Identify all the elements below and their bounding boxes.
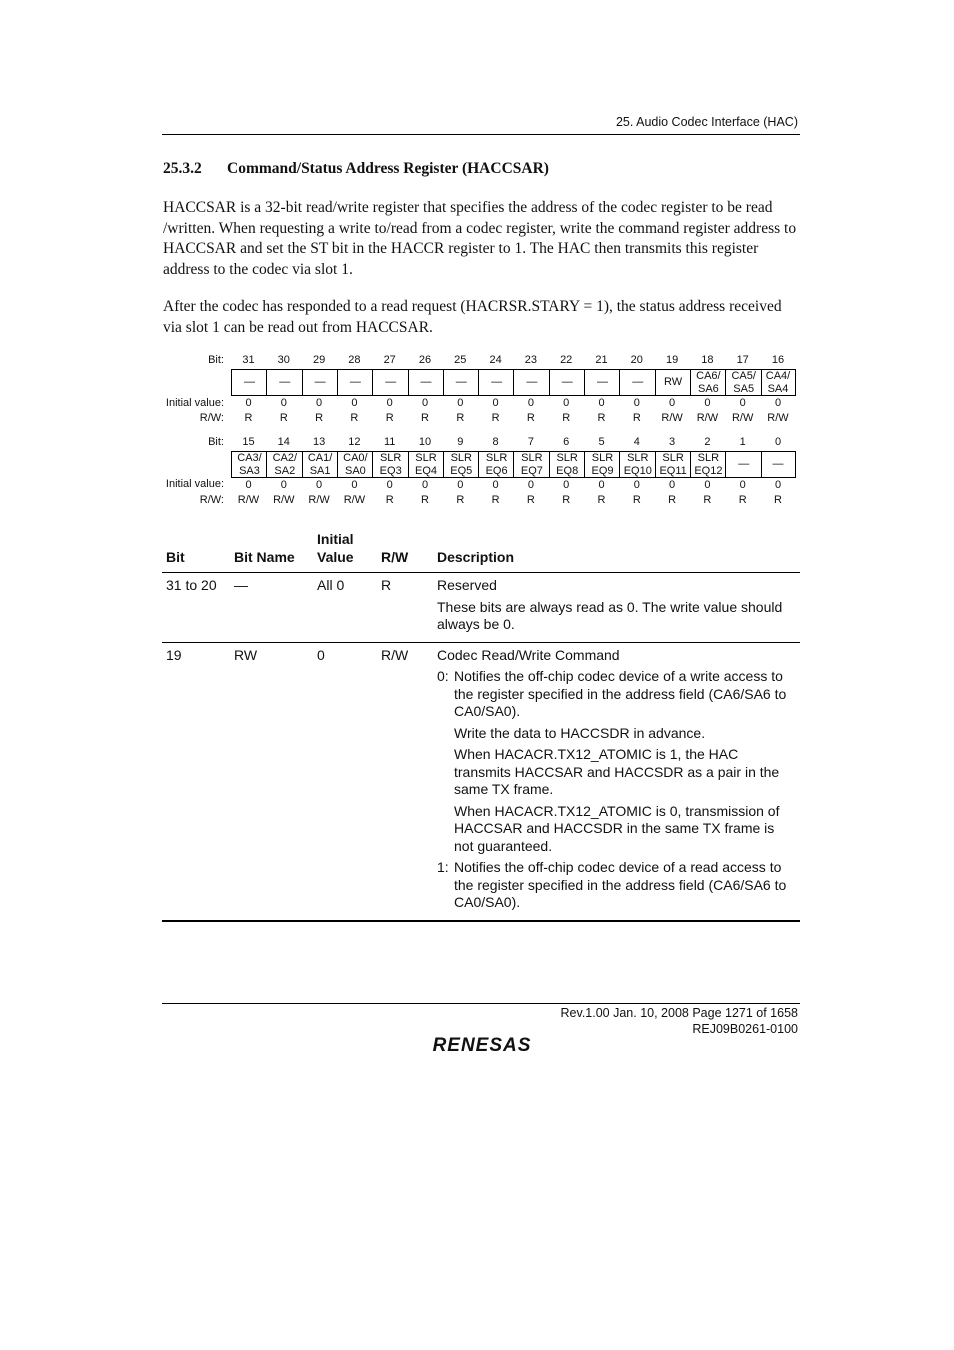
bit-number: 9 bbox=[457, 436, 464, 448]
bit-number: 22 bbox=[560, 354, 573, 366]
initial-value: 0 bbox=[739, 397, 746, 409]
description-item-0 bbox=[437, 668, 796, 721]
description-note: These bits are always read as 0. The write value should always be 0. bbox=[437, 598, 783, 632]
rw-attribute: R bbox=[244, 412, 253, 424]
rw-attribute: R/W bbox=[308, 494, 330, 506]
bit-name-cell: CA4/ SA4 bbox=[761, 369, 796, 396]
initial-value: 0 bbox=[527, 479, 534, 491]
initial-value: 0 bbox=[421, 479, 429, 491]
bit-name-cell: SLR EQ9 bbox=[584, 451, 620, 478]
bit-number: 28 bbox=[348, 354, 361, 366]
bit-name-cell: SLR EQ11 bbox=[655, 451, 691, 478]
intro-paragraph: HACCSAR is a 32-bit read/write register that specifies the address of the codec register to be read /written. When requesting a write to/read from a codec register, write the command register address to HACCSAR and set the ST bit in the HACCR register to 1. The HAC then transmits this register address to the codec via slot 1. bbox=[163, 199, 797, 278]
bit-number: 0 bbox=[774, 436, 782, 448]
rw-attribute: R bbox=[491, 494, 500, 506]
bit-number: 23 bbox=[524, 354, 538, 366]
col-header-description: Description bbox=[433, 530, 800, 573]
rw-attribute: R/W bbox=[237, 494, 260, 506]
bit-number: 25 bbox=[454, 354, 467, 366]
col-header-rw: R/W bbox=[377, 530, 433, 573]
rw-attribute: R/W bbox=[273, 494, 295, 506]
bit-name-cell: RW bbox=[655, 369, 691, 396]
bit-name-cell: — bbox=[513, 369, 549, 396]
rw-attribute: R bbox=[526, 412, 535, 424]
rw-attribute: R bbox=[421, 494, 429, 506]
rw-attribute: R bbox=[597, 412, 606, 424]
description-item-1 bbox=[437, 859, 796, 912]
rw-attribute: R bbox=[385, 494, 394, 506]
cell-bit: 19 bbox=[162, 642, 230, 921]
section-title: Command/Status Address Register (HACCSAR) bbox=[227, 160, 549, 177]
bit-name-cell: — bbox=[761, 451, 796, 478]
bit-number: 3 bbox=[669, 436, 676, 448]
section-heading bbox=[163, 160, 549, 178]
rw-attribute: R bbox=[456, 494, 465, 506]
revision-info: Rev.1.00 Jan. 10, 2008 Page 1271 of 1658 bbox=[560, 1006, 798, 1020]
initial-value: 0 bbox=[598, 479, 605, 491]
rw-attribute: R bbox=[774, 494, 782, 506]
rw-attribute: R/W bbox=[696, 412, 719, 424]
bit-number: 7 bbox=[527, 436, 534, 448]
initial-value: 0 bbox=[774, 479, 782, 491]
bit-number: 13 bbox=[312, 436, 326, 448]
cell-bit: 31 to 20 bbox=[162, 573, 230, 643]
cell-description bbox=[433, 573, 800, 643]
col-header-initial-value: Initial Value bbox=[313, 530, 377, 573]
initial-value: 0 bbox=[316, 397, 323, 409]
initial-value: 0 bbox=[492, 397, 499, 409]
bit-name-cell: SLR EQ8 bbox=[549, 451, 585, 478]
section-number: 25.3.2 bbox=[163, 160, 202, 177]
bit-name-cell: SLR EQ5 bbox=[443, 451, 479, 478]
header-rule bbox=[162, 134, 800, 135]
bit-name-cell: — bbox=[266, 369, 302, 396]
logo-text: RENESAS bbox=[432, 1035, 532, 1056]
rw-attribute: R bbox=[703, 494, 712, 506]
description-title: Codec Read/Write Command bbox=[437, 646, 620, 663]
footer-revision bbox=[500, 1006, 798, 1037]
bit-name-cell: SLR EQ3 bbox=[372, 451, 408, 478]
initial-value: 0 bbox=[704, 479, 711, 491]
cell-bit-name: RW bbox=[230, 642, 313, 921]
bit-name-cell: — bbox=[302, 369, 338, 396]
initial-value: 0 bbox=[351, 479, 358, 491]
item-tag: 0: bbox=[437, 668, 449, 684]
bit-name-cell: SLR EQ7 bbox=[513, 451, 549, 478]
bit-number: 30 bbox=[277, 354, 290, 366]
rw-attribute: R bbox=[315, 412, 324, 424]
bit-name-cell: CA6/ SA6 bbox=[690, 369, 726, 396]
cell-initial: All 0 bbox=[313, 573, 377, 643]
initial-value: 0 bbox=[563, 397, 570, 409]
footer-rule bbox=[162, 1003, 800, 1004]
cell-bit-name: — bbox=[230, 573, 313, 643]
bit-number: 8 bbox=[492, 436, 499, 448]
rw-attribute: R bbox=[456, 412, 465, 424]
bit-name-cell: SLR EQ4 bbox=[408, 451, 444, 478]
status-paragraph: After the codec has responded to a read request (HACRSR.STARY = 1), the status address received via slot 1 can be read out from HACCSAR. bbox=[163, 298, 782, 336]
table-header-row bbox=[162, 530, 800, 573]
cell-rw: R bbox=[377, 573, 433, 643]
bit-number: 21 bbox=[595, 354, 608, 366]
rw-attribute: R bbox=[421, 412, 429, 424]
bit-name-cell: SLR EQ10 bbox=[619, 451, 655, 478]
bit-number: 24 bbox=[489, 354, 502, 366]
initial-value: 0 bbox=[669, 479, 676, 491]
bit-number: 17 bbox=[736, 354, 749, 366]
initial-value: 0 bbox=[669, 397, 676, 409]
bit-number: 10 bbox=[418, 436, 432, 448]
initial-label-upper: Initial value: bbox=[165, 397, 224, 409]
bit-name-cell: — bbox=[619, 369, 655, 396]
bit-name-cell: CA2/ SA2 bbox=[266, 451, 302, 478]
rw-attribute: R bbox=[385, 412, 394, 424]
initial-value: 0 bbox=[245, 479, 252, 491]
item-text: Notifies the off-chip codec device of a read access to the register specified in the address field (CA6/SA6 to CA0/SA0). bbox=[454, 859, 787, 910]
bit-name-cell: CA0/ SA0 bbox=[337, 451, 373, 478]
bit-name-cell: — bbox=[372, 369, 408, 396]
rw-attribute: R bbox=[279, 412, 288, 424]
rw-attribute: R bbox=[632, 412, 641, 424]
initial-value: 0 bbox=[421, 397, 429, 409]
bit-number: 6 bbox=[563, 436, 570, 448]
bit-number: 15 bbox=[242, 436, 255, 448]
bit-name-cell: CA3/ SA3 bbox=[231, 451, 267, 478]
initial-value: 0 bbox=[633, 479, 640, 491]
initial-value: 0 bbox=[351, 397, 358, 409]
bit-number: 26 bbox=[418, 354, 432, 366]
bit-number: 5 bbox=[598, 436, 605, 448]
initial-value: 0 bbox=[774, 397, 782, 409]
col-header-bit-name: Bit Name bbox=[230, 530, 313, 573]
bit-number: 20 bbox=[630, 354, 643, 366]
description-title: Reserved bbox=[437, 577, 497, 593]
bit-name-cell: SLR EQ6 bbox=[478, 451, 514, 478]
rw-attribute: R bbox=[668, 494, 677, 506]
bit-name-cell: — bbox=[443, 369, 479, 396]
rw-label-upper: R/W: bbox=[199, 412, 224, 424]
cell-rw: R/W bbox=[377, 642, 433, 921]
running-header: 25. Audio Codec Interface (HAC) bbox=[615, 115, 798, 129]
rw-label-lower: R/W: bbox=[199, 494, 224, 506]
bit-number: 27 bbox=[383, 354, 396, 366]
initial-value: 0 bbox=[316, 479, 323, 491]
table-row bbox=[162, 642, 800, 921]
initial-value: 0 bbox=[457, 397, 464, 409]
bit-name-cell: — bbox=[725, 451, 761, 478]
bit-name-cell: CA5/ SA5 bbox=[725, 369, 761, 396]
rw-attribute: R/W bbox=[767, 412, 789, 424]
initial-value: 0 bbox=[704, 397, 711, 409]
initial-value: 0 bbox=[739, 479, 746, 491]
initial-value: 0 bbox=[280, 397, 287, 409]
cell-description bbox=[433, 642, 800, 921]
item-text: Notifies the off-chip codec device of a write access to the register specified in the address field (CA6/SA6 to CA0/SA0). bbox=[454, 668, 787, 719]
bit-number: 29 bbox=[312, 354, 326, 366]
rw-attribute: R bbox=[350, 412, 359, 424]
bit-name-cell: — bbox=[584, 369, 620, 396]
initial-value: 0 bbox=[527, 397, 534, 409]
bit-number: 1 bbox=[739, 436, 746, 448]
bit-number: 11 bbox=[383, 436, 396, 448]
bit-label-lower: Bit: bbox=[208, 436, 224, 448]
rw-attribute: R/W bbox=[731, 412, 754, 424]
bit-name-cell: CA1/ SA1 bbox=[302, 451, 338, 478]
initial-value: 0 bbox=[245, 397, 252, 409]
initial-value: 0 bbox=[386, 479, 393, 491]
bit-number: 31 bbox=[242, 354, 255, 366]
initial-value: 0 bbox=[386, 397, 393, 409]
rw-attribute: R/W bbox=[343, 494, 366, 506]
rw-attribute: R bbox=[632, 494, 641, 506]
initial-value: 0 bbox=[598, 397, 605, 409]
bit-name-cell: — bbox=[478, 369, 514, 396]
initial-value: 0 bbox=[633, 397, 640, 409]
bit-name-cell: — bbox=[231, 369, 267, 396]
bit-number: 2 bbox=[704, 436, 711, 448]
renesas-logo bbox=[420, 1030, 544, 1058]
bit-name-cell: SLR EQ12 bbox=[690, 451, 726, 478]
bit-number: 18 bbox=[701, 354, 714, 366]
document-number: REJ09B0261-0100 bbox=[692, 1021, 798, 1036]
col-header-bit: Bit bbox=[162, 530, 230, 573]
rw-attribute: R bbox=[738, 494, 747, 506]
rw-attribute: R bbox=[526, 494, 535, 506]
bit-number: 12 bbox=[348, 436, 361, 448]
cell-initial: 0 bbox=[313, 642, 377, 921]
bit-name-cell: — bbox=[337, 369, 373, 396]
bit-number: 16 bbox=[771, 354, 785, 366]
item-tag: 1: bbox=[437, 859, 449, 875]
bit-number: 4 bbox=[633, 436, 640, 448]
bit-name-cell: — bbox=[408, 369, 444, 396]
description-sub-note: When HACACR.TX12_ATOMIC is 0, transmission of HACCSAR and HACCSDR in the same TX frame is not guaranteed. bbox=[454, 802, 780, 854]
initial-value: 0 bbox=[563, 479, 570, 491]
description-sub-note: When HACACR.TX12_ATOMIC is 1, the HAC transmits HACCSAR and HACCSDR as a pair in the same TX frame. bbox=[454, 746, 780, 797]
rw-attribute: R bbox=[562, 412, 571, 424]
initial-label-lower: Initial value: bbox=[165, 478, 224, 490]
bit-number: 19 bbox=[665, 354, 679, 366]
bit-description-table bbox=[162, 530, 800, 922]
initial-value: 0 bbox=[492, 479, 499, 491]
rw-attribute: R/W bbox=[661, 412, 683, 424]
table-row bbox=[162, 573, 800, 643]
description-sub-note: Write the data to HACCSDR in advance. bbox=[454, 724, 706, 741]
initial-value: 0 bbox=[280, 479, 287, 491]
bit-label-upper: Bit: bbox=[208, 354, 224, 366]
rw-attribute: R bbox=[597, 494, 606, 506]
bit-number: 14 bbox=[277, 436, 290, 448]
rw-attribute: R bbox=[491, 412, 500, 424]
rw-attribute: R bbox=[562, 494, 571, 506]
initial-value: 0 bbox=[457, 479, 464, 491]
bit-name-cell: — bbox=[549, 369, 585, 396]
